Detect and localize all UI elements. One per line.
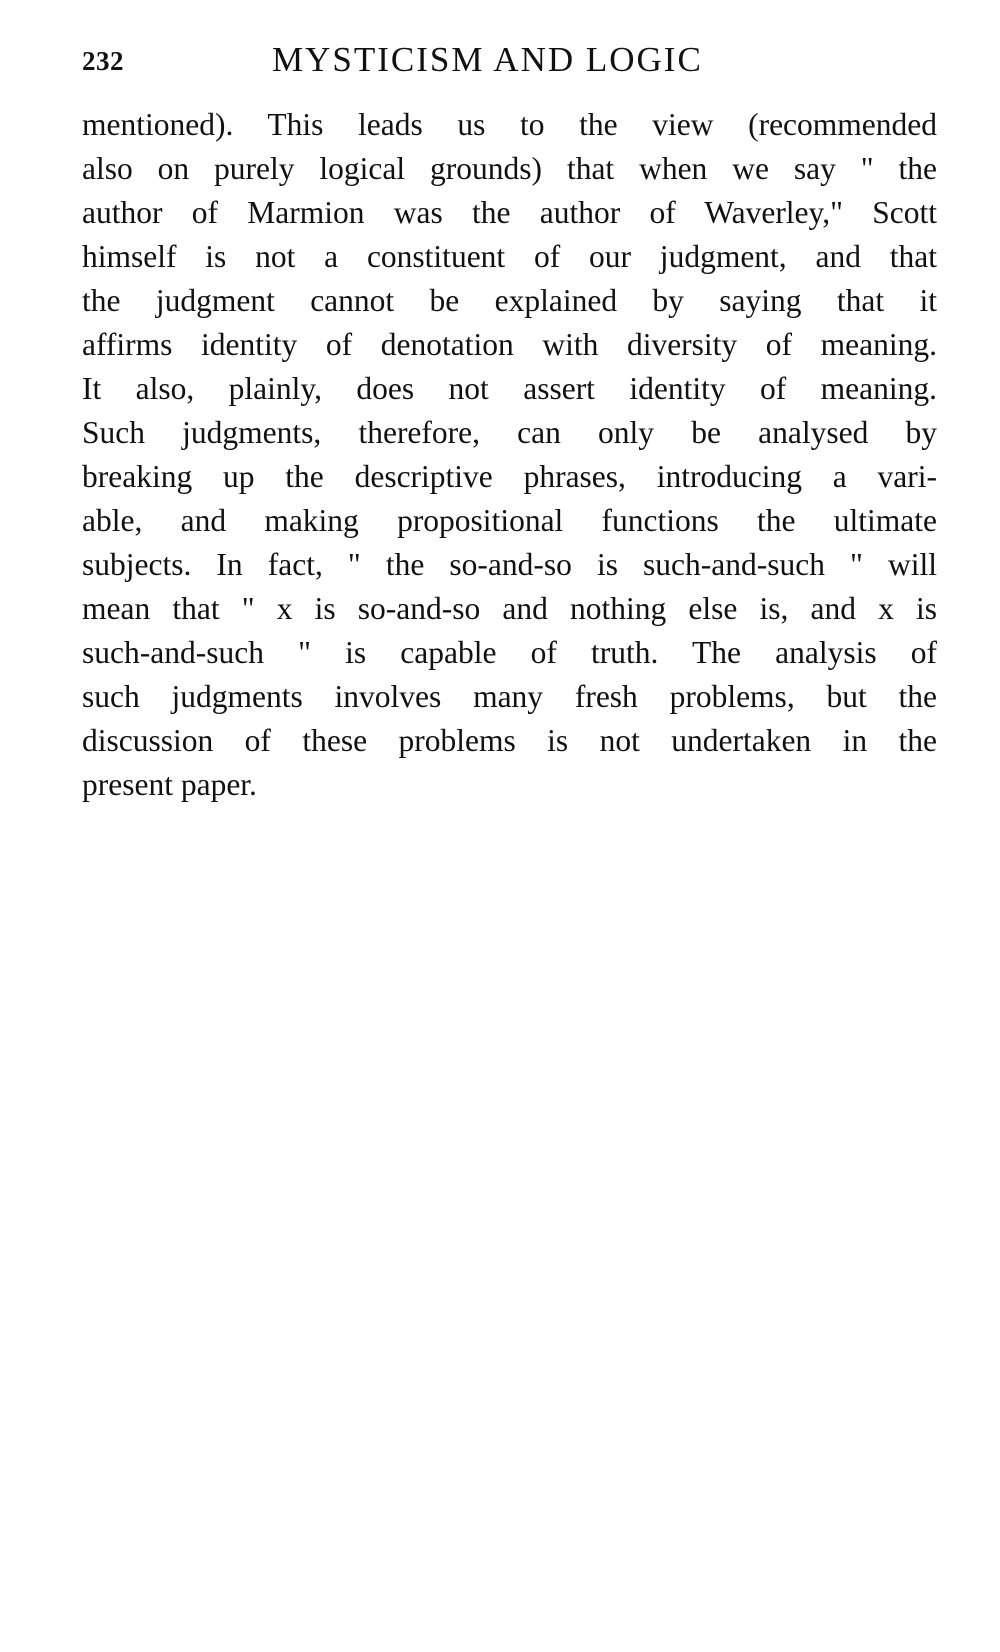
- running-title: MYSTICISM AND LOGIC: [272, 40, 703, 79]
- text-line: subjects. In fact, " the so-and-so is such-and-such " will: [82, 547, 937, 582]
- text-line: himself is not a constituent of our judgment, and that: [82, 239, 937, 274]
- text-line: able, and making propositional functions the ultimate: [82, 503, 937, 538]
- text-line: author of Marmion was the author of Waverley," Scott: [82, 195, 937, 230]
- text-line: Such judgments, therefore, can only be analysed by: [82, 415, 937, 450]
- text-line: such-and-such " is capable of truth. The analysis of: [82, 635, 937, 670]
- body-paragraph: [82, 103, 937, 807]
- text-line: affirms identity of denotation with diversity of meaning.: [82, 327, 937, 362]
- text-line: mentioned). This leads us to the view (recommended: [82, 107, 937, 142]
- page-header: [82, 40, 937, 88]
- text-line: the judgment cannot be explained by saying that it: [82, 283, 937, 318]
- text-line: mean that " x is so-and-so and nothing else is, and x is: [82, 591, 937, 626]
- page-number: 232: [82, 46, 124, 76]
- text-line: breaking up the descriptive phrases, introducing a vari-: [82, 459, 937, 494]
- text-line: discussion of these problems is not undertaken in the: [82, 723, 937, 758]
- text-line: also on purely logical grounds) that when we say " the: [82, 151, 937, 186]
- text-line: It also, plainly, does not assert identity of meaning.: [82, 371, 937, 406]
- text-line: such judgments involves many fresh problems, but the: [82, 679, 937, 714]
- text-line-final: present paper.: [82, 767, 257, 802]
